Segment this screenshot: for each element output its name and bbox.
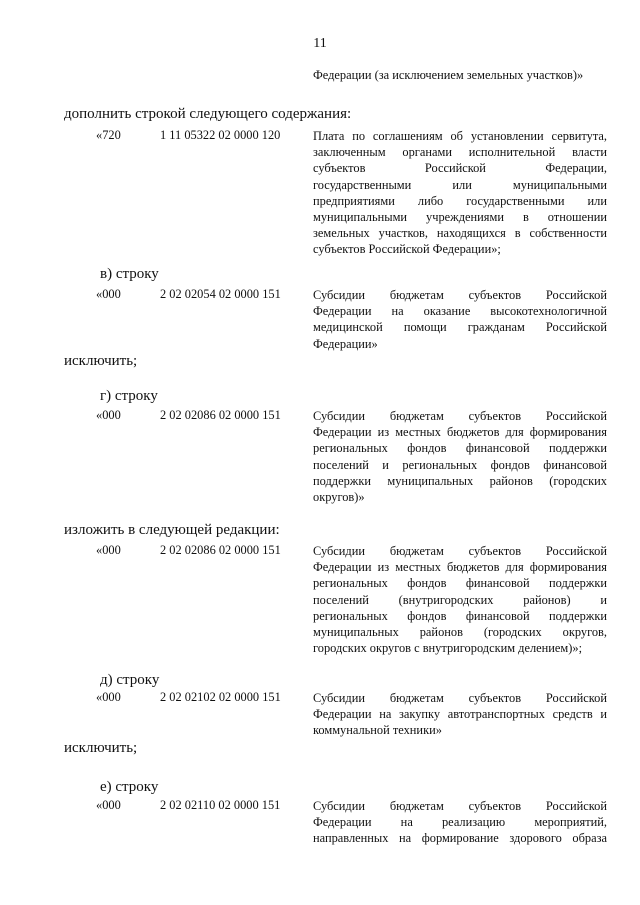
desc-line: поселений и региональных фондов финансовой	[313, 457, 607, 472]
desc-line: направленных на формирование здорового образа	[313, 831, 607, 846]
desc-line: субъектов Российской Федерации»;	[313, 242, 501, 257]
item-g-description	[313, 408, 607, 505]
desc-line: коммунальной техники»	[313, 723, 442, 738]
item-v-description	[313, 287, 607, 352]
desc-line: Федерации»	[313, 336, 378, 351]
item-v-action: исключить;	[64, 353, 138, 369]
desc-line: городских округов с внутригородским делением)»;	[313, 641, 583, 656]
item-g-admin: «000	[96, 408, 121, 422]
item-g-new-admin: «000	[96, 543, 121, 557]
desc-line: региональных фондов финансовой поддержки	[313, 608, 607, 623]
item-e-code: 2 02 02110 02 0000 151	[160, 798, 281, 812]
desc-line: Федерации из местных бюджетов для формирования	[313, 425, 607, 440]
desc-line: округов)»	[313, 490, 365, 505]
item-d-admin: «000	[96, 690, 121, 704]
item-v-heading: в) строку	[100, 266, 159, 282]
desc-line: Субсидии бюджетам субъектов Российской	[313, 288, 607, 302]
desc-line: поселений (внутригородских районов) и	[313, 592, 607, 607]
item-d-description	[313, 690, 607, 739]
item-e-heading: е) строку	[100, 779, 159, 795]
desc-line: муниципальными учреждениями в отношении	[313, 210, 607, 225]
desc-line: Федерации на реализацию мероприятий,	[313, 815, 607, 830]
item-g-action: изложить в следующей редакции:	[64, 522, 280, 538]
row-720-description	[313, 128, 607, 258]
desc-line: муниципальных районов (городских округов,	[313, 625, 607, 640]
desc-line: заключенным органами исполнительной власти	[313, 145, 607, 160]
item-v-admin: «000	[96, 287, 121, 301]
desc-line: предприятиями либо государственными или	[313, 193, 607, 208]
item-d-code: 2 02 02102 02 0000 151	[160, 690, 281, 704]
desc-line: Плата по соглашениям об установлении сервитута,	[313, 129, 607, 143]
desc-line: поддержки муниципальных районов (городских	[313, 473, 607, 488]
desc-line: государственными или муниципальными	[313, 177, 607, 192]
desc-line: субъектов Российской Федерации,	[313, 161, 607, 176]
desc-line: Субсидии бюджетам субъектов Российской	[313, 799, 607, 813]
desc-line: Субсидии бюджетам субъектов Российской	[313, 691, 607, 705]
item-e-admin: «000	[96, 798, 121, 812]
desc-line: Федерации на закупку автотранспортных средств и	[313, 707, 607, 722]
item-g-new-code: 2 02 02086 02 0000 151	[160, 543, 281, 557]
desc-line: Федерации на оказание высокотехнологичной	[313, 304, 607, 319]
desc-line: региональных фондов финансовой поддержки	[313, 576, 607, 591]
item-g-code: 2 02 02086 02 0000 151	[160, 408, 281, 422]
page-number: 11	[313, 36, 327, 51]
intro-add-line: дополнить строкой следующего содержания:	[64, 106, 352, 122]
item-g-heading: г) строку	[100, 388, 158, 404]
desc-line: Федерации из местных бюджетов для формирования	[313, 560, 607, 575]
item-d-action: исключить;	[64, 740, 138, 756]
item-v-code: 2 02 02054 02 0000 151	[160, 287, 281, 301]
row-720-admin: «720	[96, 128, 121, 142]
item-d-heading: д) строку	[100, 672, 160, 688]
desc-line: региональных фондов финансовой поддержки	[313, 441, 607, 456]
desc-line: земельных участков, находящихся в собственности	[313, 226, 607, 241]
row-720-code: 1 11 05322 02 0000 120	[160, 128, 281, 142]
item-g-new-description	[313, 543, 607, 656]
header-continuation: Федерации (за исключением земельных участков)»	[313, 68, 584, 82]
desc-line: Субсидии бюджетам субъектов Российской	[313, 544, 607, 558]
item-e-description	[313, 798, 607, 847]
desc-line: Субсидии бюджетам субъектов Российской	[313, 409, 607, 423]
desc-line: медицинской помощи гражданам Российской	[313, 320, 607, 335]
